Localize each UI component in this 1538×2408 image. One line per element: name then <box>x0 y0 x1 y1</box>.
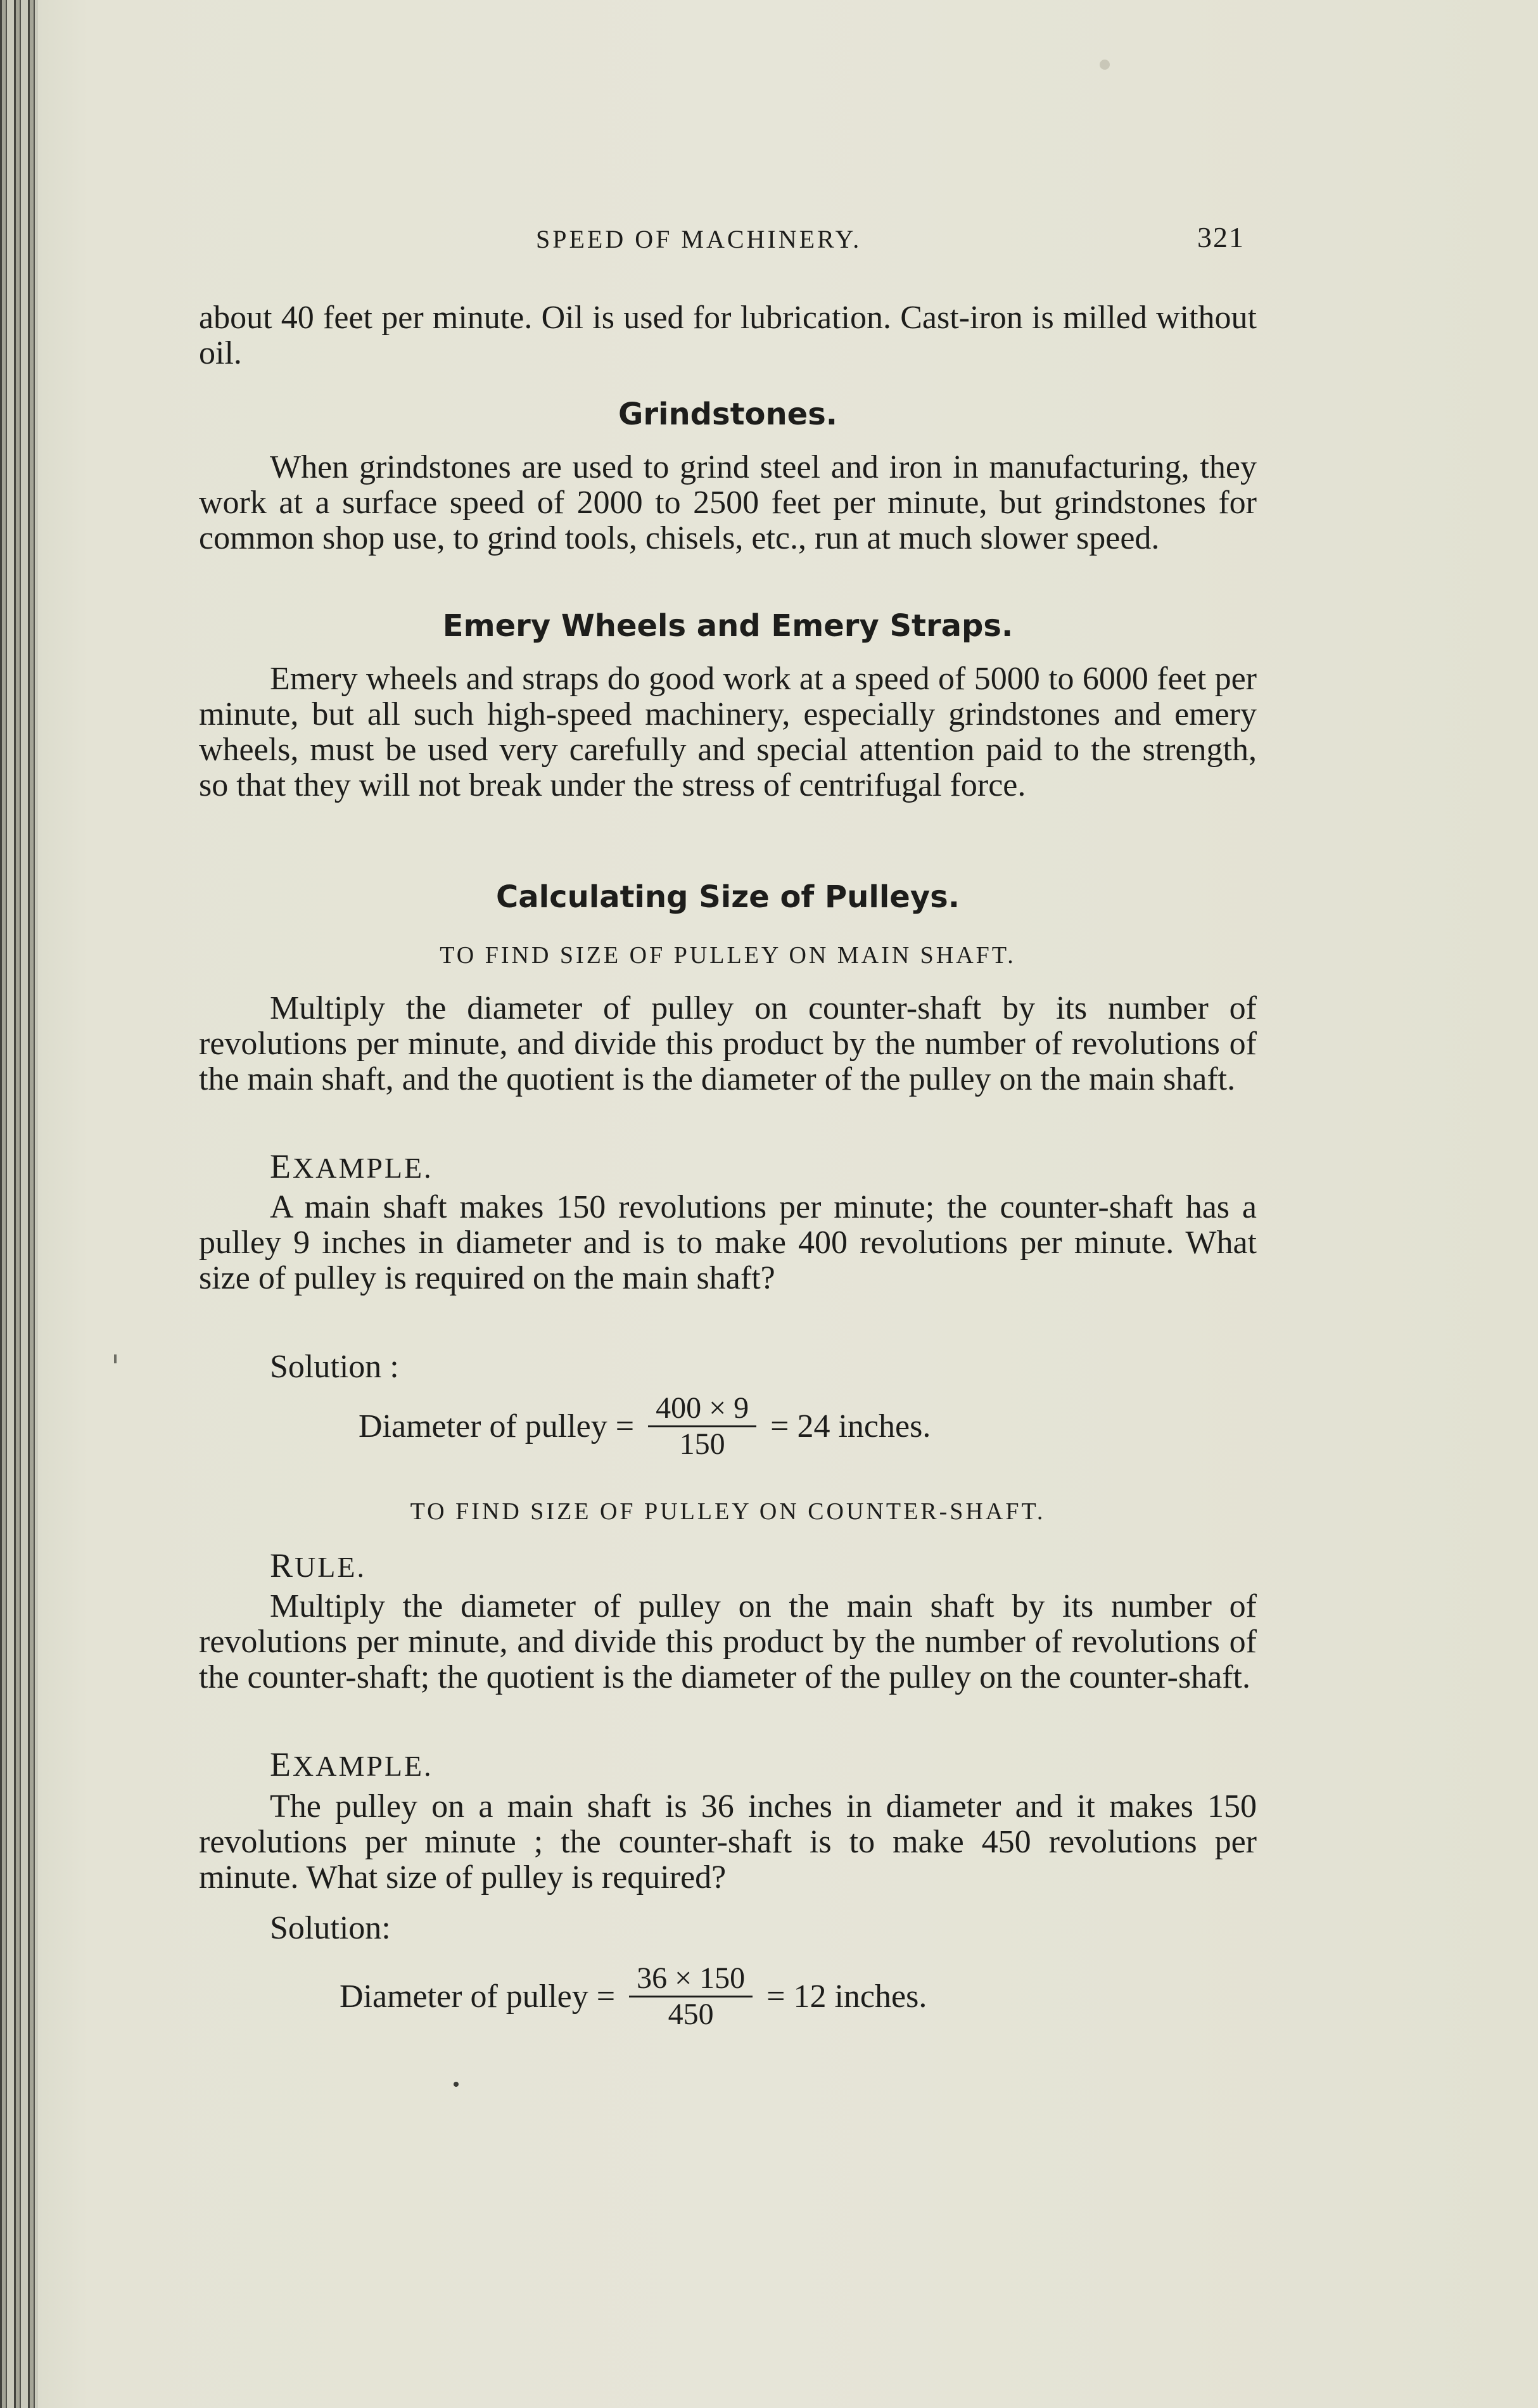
counter-shaft-example: The pulley on a main shaft is 36 inches in diameter and it makes 150 revolutions per minute ; the counter-shaft is to make 450 revolutions per minute. What size of pulley is required? <box>199 1788 1257 1895</box>
stray-dot <box>454 2082 459 2087</box>
heading-grindstones: Grindstones. <box>618 397 838 432</box>
example-label <box>270 1745 433 1784</box>
heading-calculating-pulleys: Calculating Size of Pulleys. <box>496 879 960 915</box>
formula-fraction <box>648 1391 756 1462</box>
example-label-initial: E <box>270 1147 293 1185</box>
intro-paragraph: about 40 feet per minute. Oil is used for lubrication. Cast-iron is milled without oil. <box>199 300 1257 371</box>
example-label-rest: XAMPLE. <box>293 1750 433 1782</box>
main-shaft-example: A main shaft makes 150 revolutions per minute; the counter-shaft has a pulley 9 inches in diameter and is to make 400 revolutions per minute. What size of pulley is required on the main shaft? <box>199 1189 1257 1296</box>
example-label-rest: XAMPLE. <box>293 1152 433 1184</box>
formula-numerator: 400 × 9 <box>648 1391 756 1427</box>
running-header: SPEED OF MACHINERY. <box>536 225 862 253</box>
formula-rhs: = 24 inches. <box>770 1408 931 1444</box>
formula-counter-shaft <box>340 1961 927 2032</box>
rule-label-rest: ULE. <box>295 1551 366 1583</box>
formula-lhs: Diameter of pulley = <box>359 1408 635 1444</box>
formula-denominator: 150 <box>679 1427 725 1461</box>
heading-emery-wheels: Emery Wheels and Emery Straps. <box>442 608 1014 644</box>
formula-fraction <box>629 1961 753 2032</box>
formula-denominator: 450 <box>668 1997 714 2031</box>
main-shaft-rule: Multiply the diameter of pulley on counter-shaft by its number of revolutions per minute, and divide this product by the number of revolutions of the main shaft, and the quotient is the diameter of the pulley on the main shaft. <box>199 990 1257 1097</box>
example-label-initial: E <box>270 1745 293 1783</box>
margin-mark <box>114 1354 117 1363</box>
solution-label: Solution : <box>270 1349 399 1385</box>
formula-rhs: = 12 inches. <box>766 1978 927 2015</box>
page-number: 321 <box>1197 221 1245 253</box>
example-label <box>270 1147 433 1186</box>
paper-speck <box>1100 60 1110 70</box>
solution-label: Solution: <box>270 1910 391 1946</box>
book-spine-edge <box>0 0 38 2408</box>
counter-shaft-rule: Multiply the diameter of pulley on the main shaft by its number of revolutions per minute, and divide this product by the number of revolutions of the counter-shaft; the quotient is the diameter of the pulley on the counter-shaft. <box>199 1588 1257 1695</box>
subheading-main-shaft: TO FIND SIZE OF PULLEY ON MAIN SHAFT. <box>440 942 1016 969</box>
grindstones-paragraph: When grindstones are used to grind steel and iron in manufacturing, they work at a surface speed of 2000 to 2500 feet per minute, but grindstones for common shop use, to grind tools, chisels, etc., run at much slower speed. <box>199 449 1257 556</box>
rule-label <box>270 1546 366 1585</box>
formula-lhs: Diameter of pulley = <box>340 1978 616 2015</box>
rule-label-initial: R <box>270 1546 295 1584</box>
formula-numerator: 36 × 150 <box>629 1961 753 1997</box>
emery-paragraph: Emery wheels and straps do good work at a speed of 5000 to 6000 feet per minute, but all such high-speed machinery, especially grindstones and emery wheels, must be used very carefully and special attention paid to the strength, so that they will not break under the stress of centrifugal force. <box>199 661 1257 803</box>
formula-main-shaft <box>359 1391 931 1462</box>
subheading-counter-shaft: TO FIND SIZE OF PULLEY ON COUNTER-SHAFT. <box>410 1498 1046 1525</box>
